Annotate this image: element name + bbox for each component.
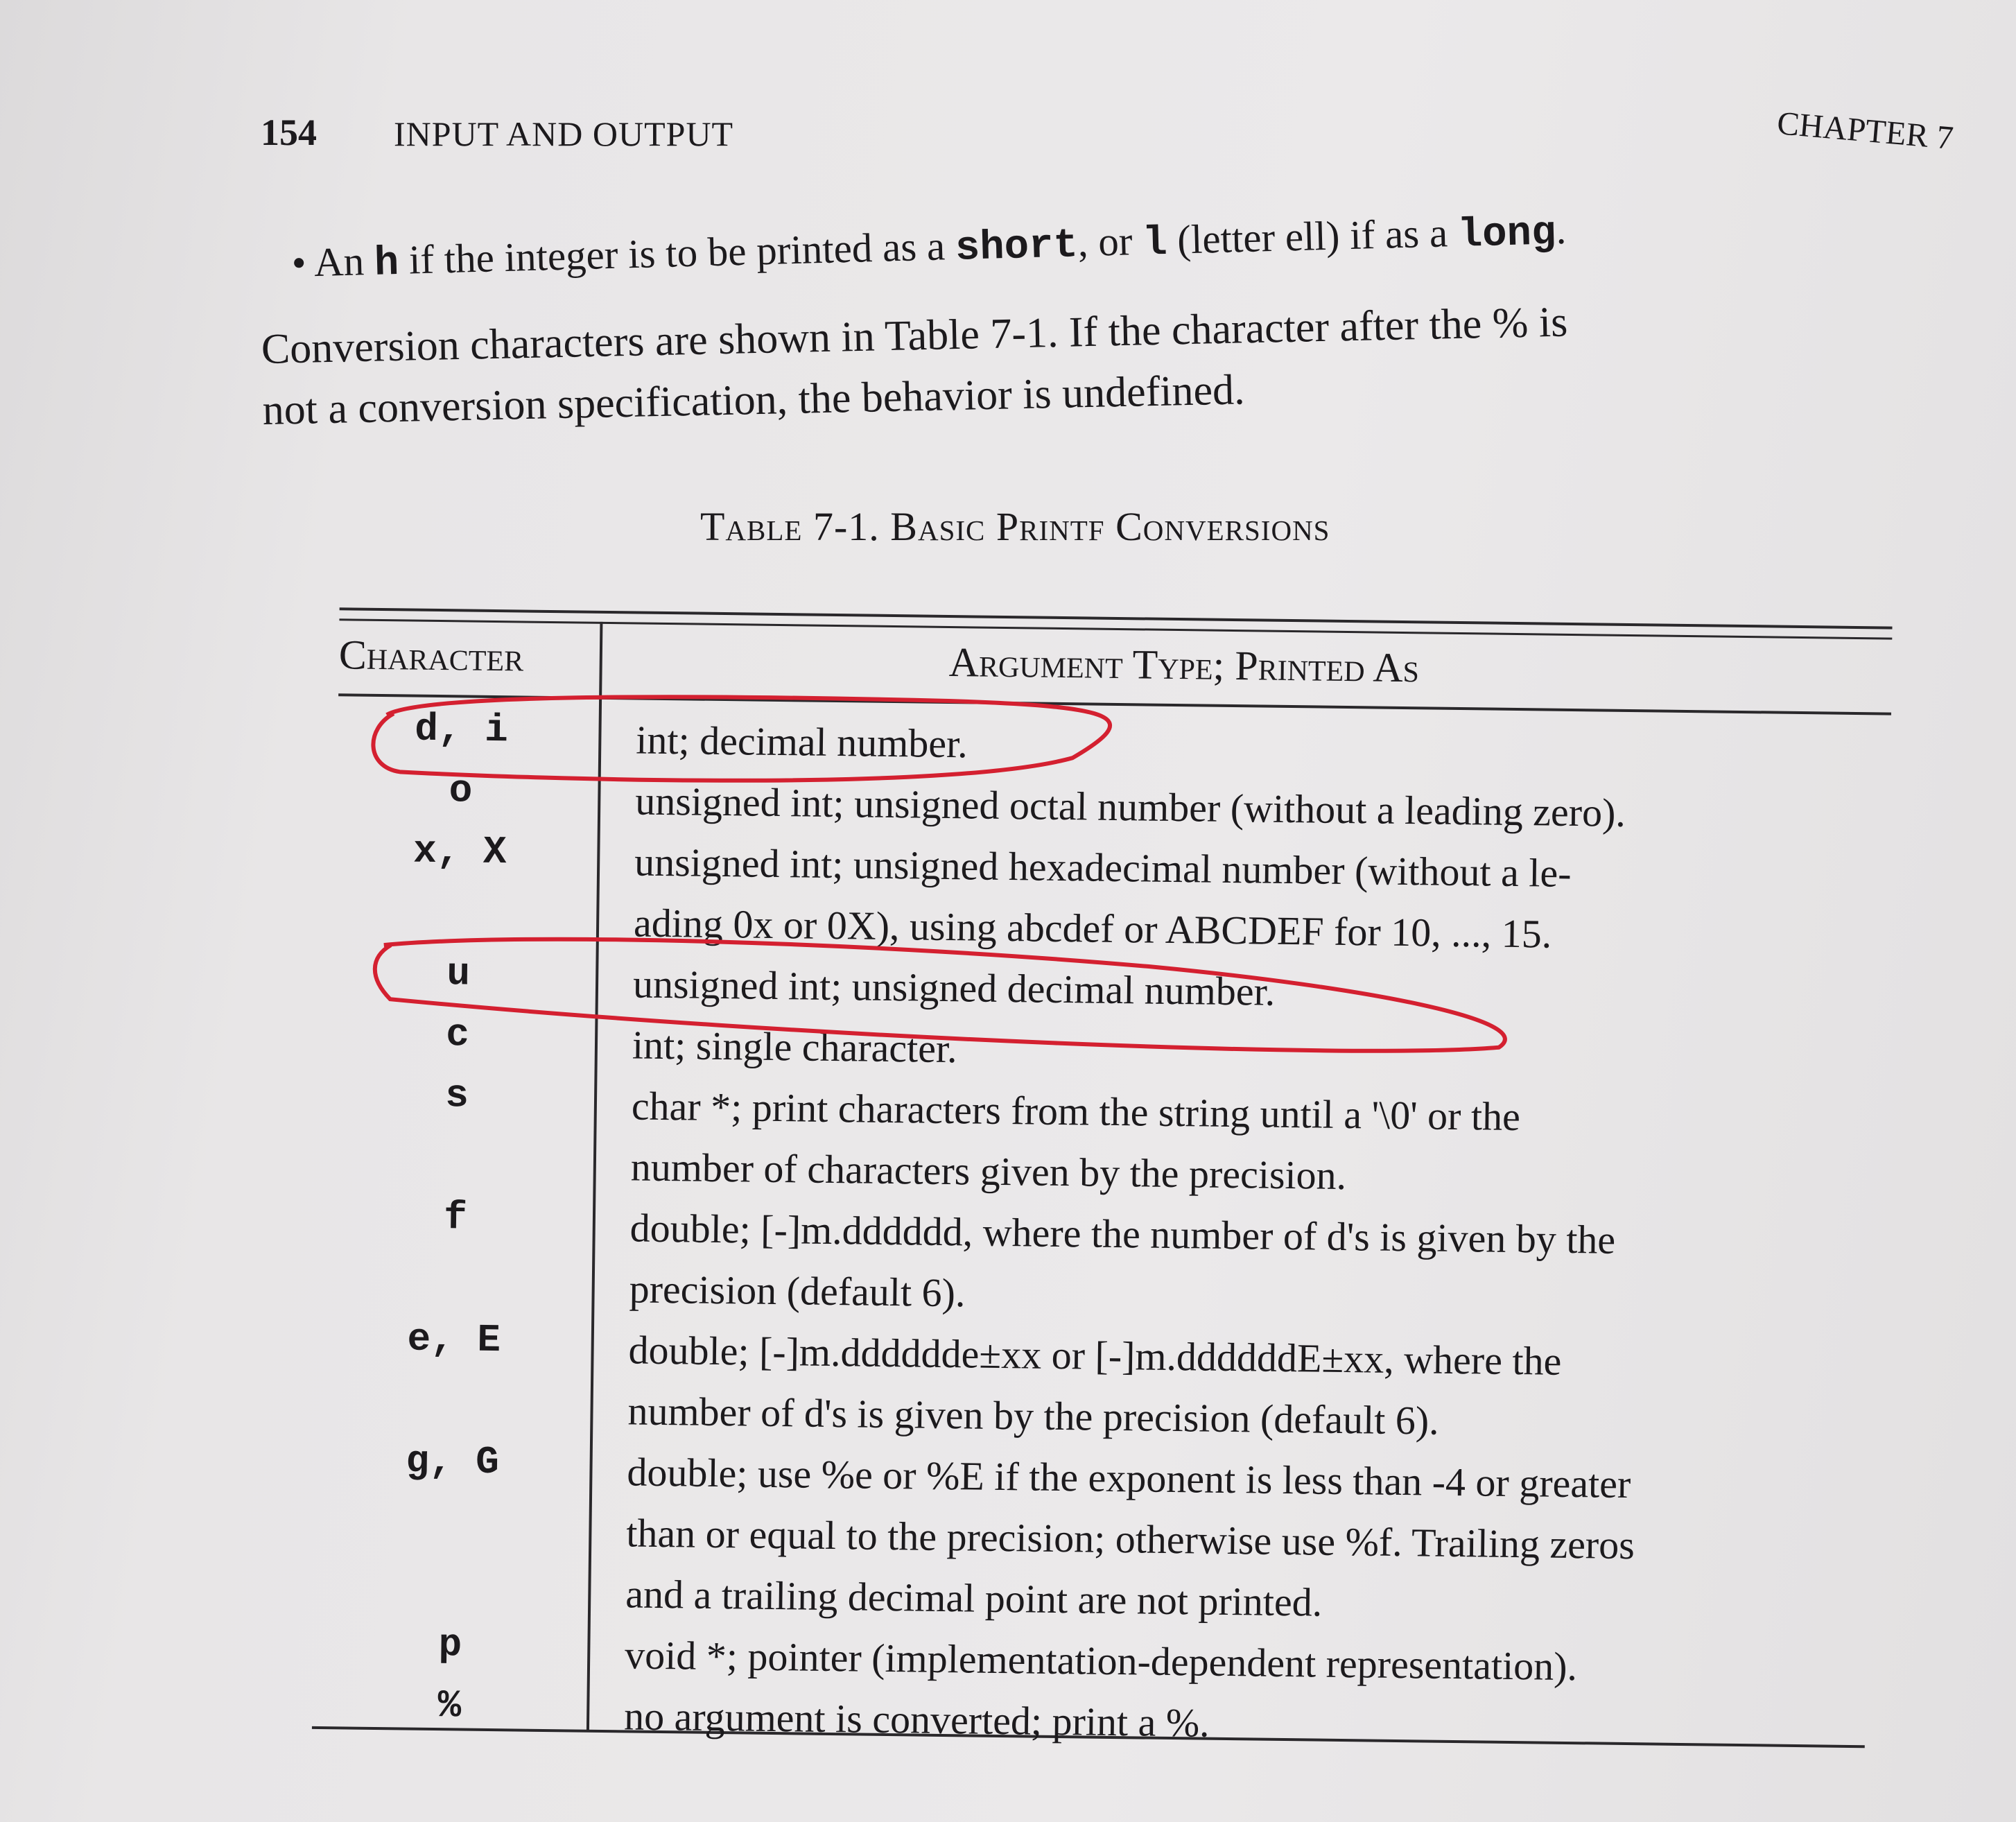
bullet-item xyxy=(291,206,1567,289)
description-line: and a trailing decimal point are not printed. xyxy=(625,1571,1323,1625)
description-line: unsigned int; unsigned octal number (without a leading zero). xyxy=(634,778,1626,835)
conversion-character: s xyxy=(444,1073,469,1118)
table-top-rule xyxy=(340,607,1893,629)
conversion-character: e, E xyxy=(407,1317,501,1363)
conversion-character: d, i xyxy=(414,706,509,753)
description-line: number of characters given by the precision. xyxy=(630,1144,1347,1199)
bullet-text-mid2: , or xyxy=(1077,218,1133,266)
conversion-character: o xyxy=(449,768,473,813)
bullet-code-l: l xyxy=(1142,219,1168,267)
description-line: no argument is converted; print a %. xyxy=(623,1693,1210,1746)
description-line: than or equal to the precision; otherwise use %f. Trailing zeros xyxy=(626,1510,1635,1568)
bullet-text-pre: An xyxy=(313,238,365,286)
description-line: double; [-]m.dddddde±xx or [-]m.ddddddE±xx, where the xyxy=(628,1327,1562,1384)
chapter-label: CHAPTER 7 xyxy=(1775,104,1955,157)
paragraph-line: not a conversion specification, the behavior is undefined. xyxy=(262,366,1246,434)
conversion-character: c xyxy=(445,1012,470,1057)
column-header-argument: Argument Type; Printed As xyxy=(948,639,1420,691)
conversion-character: g, G xyxy=(406,1439,500,1485)
page-number: 154 xyxy=(261,112,317,153)
bullet-text-mid3: (letter ell) if as a xyxy=(1176,209,1448,263)
conversion-table xyxy=(312,589,1893,1745)
bullet-code-h: h xyxy=(374,239,400,287)
description-line: unsigned int; unsigned hexadecimal number (without a le- xyxy=(634,839,1572,896)
paragraph-line: Conversion characters are shown in Table 7-1. If the character after the % is xyxy=(261,298,1568,373)
section-title: INPUT AND OUTPUT xyxy=(394,114,734,153)
bullet-code-short: short xyxy=(955,222,1079,272)
intro-paragraph xyxy=(261,284,1961,441)
argument-description xyxy=(634,831,1876,969)
column-header-character: Character xyxy=(338,632,524,680)
description-line: int; single character. xyxy=(632,1022,958,1072)
conversion-character: p xyxy=(438,1622,462,1667)
table-top-rule-inner xyxy=(339,618,1892,639)
description-line: number of d's is given by the precision (default 6). xyxy=(627,1388,1440,1443)
description-line: double; use %e or %E if the exponent is less than -4 or greater xyxy=(627,1449,1631,1507)
argument-description xyxy=(627,1319,1870,1457)
conversion-character: f xyxy=(443,1195,468,1240)
argument-description xyxy=(630,1075,1872,1213)
bullet-text-end: . xyxy=(1555,206,1567,253)
argument-description xyxy=(629,1197,1871,1335)
conversion-character: u xyxy=(446,951,471,996)
bullet-text-mid: if the integer is to be printed as a xyxy=(408,223,946,283)
conversion-character: x, X xyxy=(412,828,507,875)
description-line: char *; print characters from the string until a '\0' or the xyxy=(631,1083,1521,1140)
table-row xyxy=(324,706,1891,767)
description-line: unsigned int; unsigned decimal number. xyxy=(632,961,1276,1014)
argument-description xyxy=(625,1441,1868,1640)
conversion-character: % xyxy=(437,1683,462,1728)
bullet-code-long: long xyxy=(1457,209,1557,259)
description-line: precision (default 6). xyxy=(629,1266,966,1316)
table-caption: Table 7-1. Basic Printf Conversions xyxy=(700,504,1330,549)
description-line: int; decimal number. xyxy=(635,717,968,767)
description-line: void *; pointer (implementation-dependent representation). xyxy=(624,1632,1578,1690)
description-line: double; [-]m.dddddd, where the number of d's is given by the xyxy=(629,1205,1616,1263)
bullet-icon: • xyxy=(291,239,307,286)
description-line: ading 0x or 0X), using abcdef or ABCDEF for 10, ..., 15. xyxy=(633,900,1552,957)
